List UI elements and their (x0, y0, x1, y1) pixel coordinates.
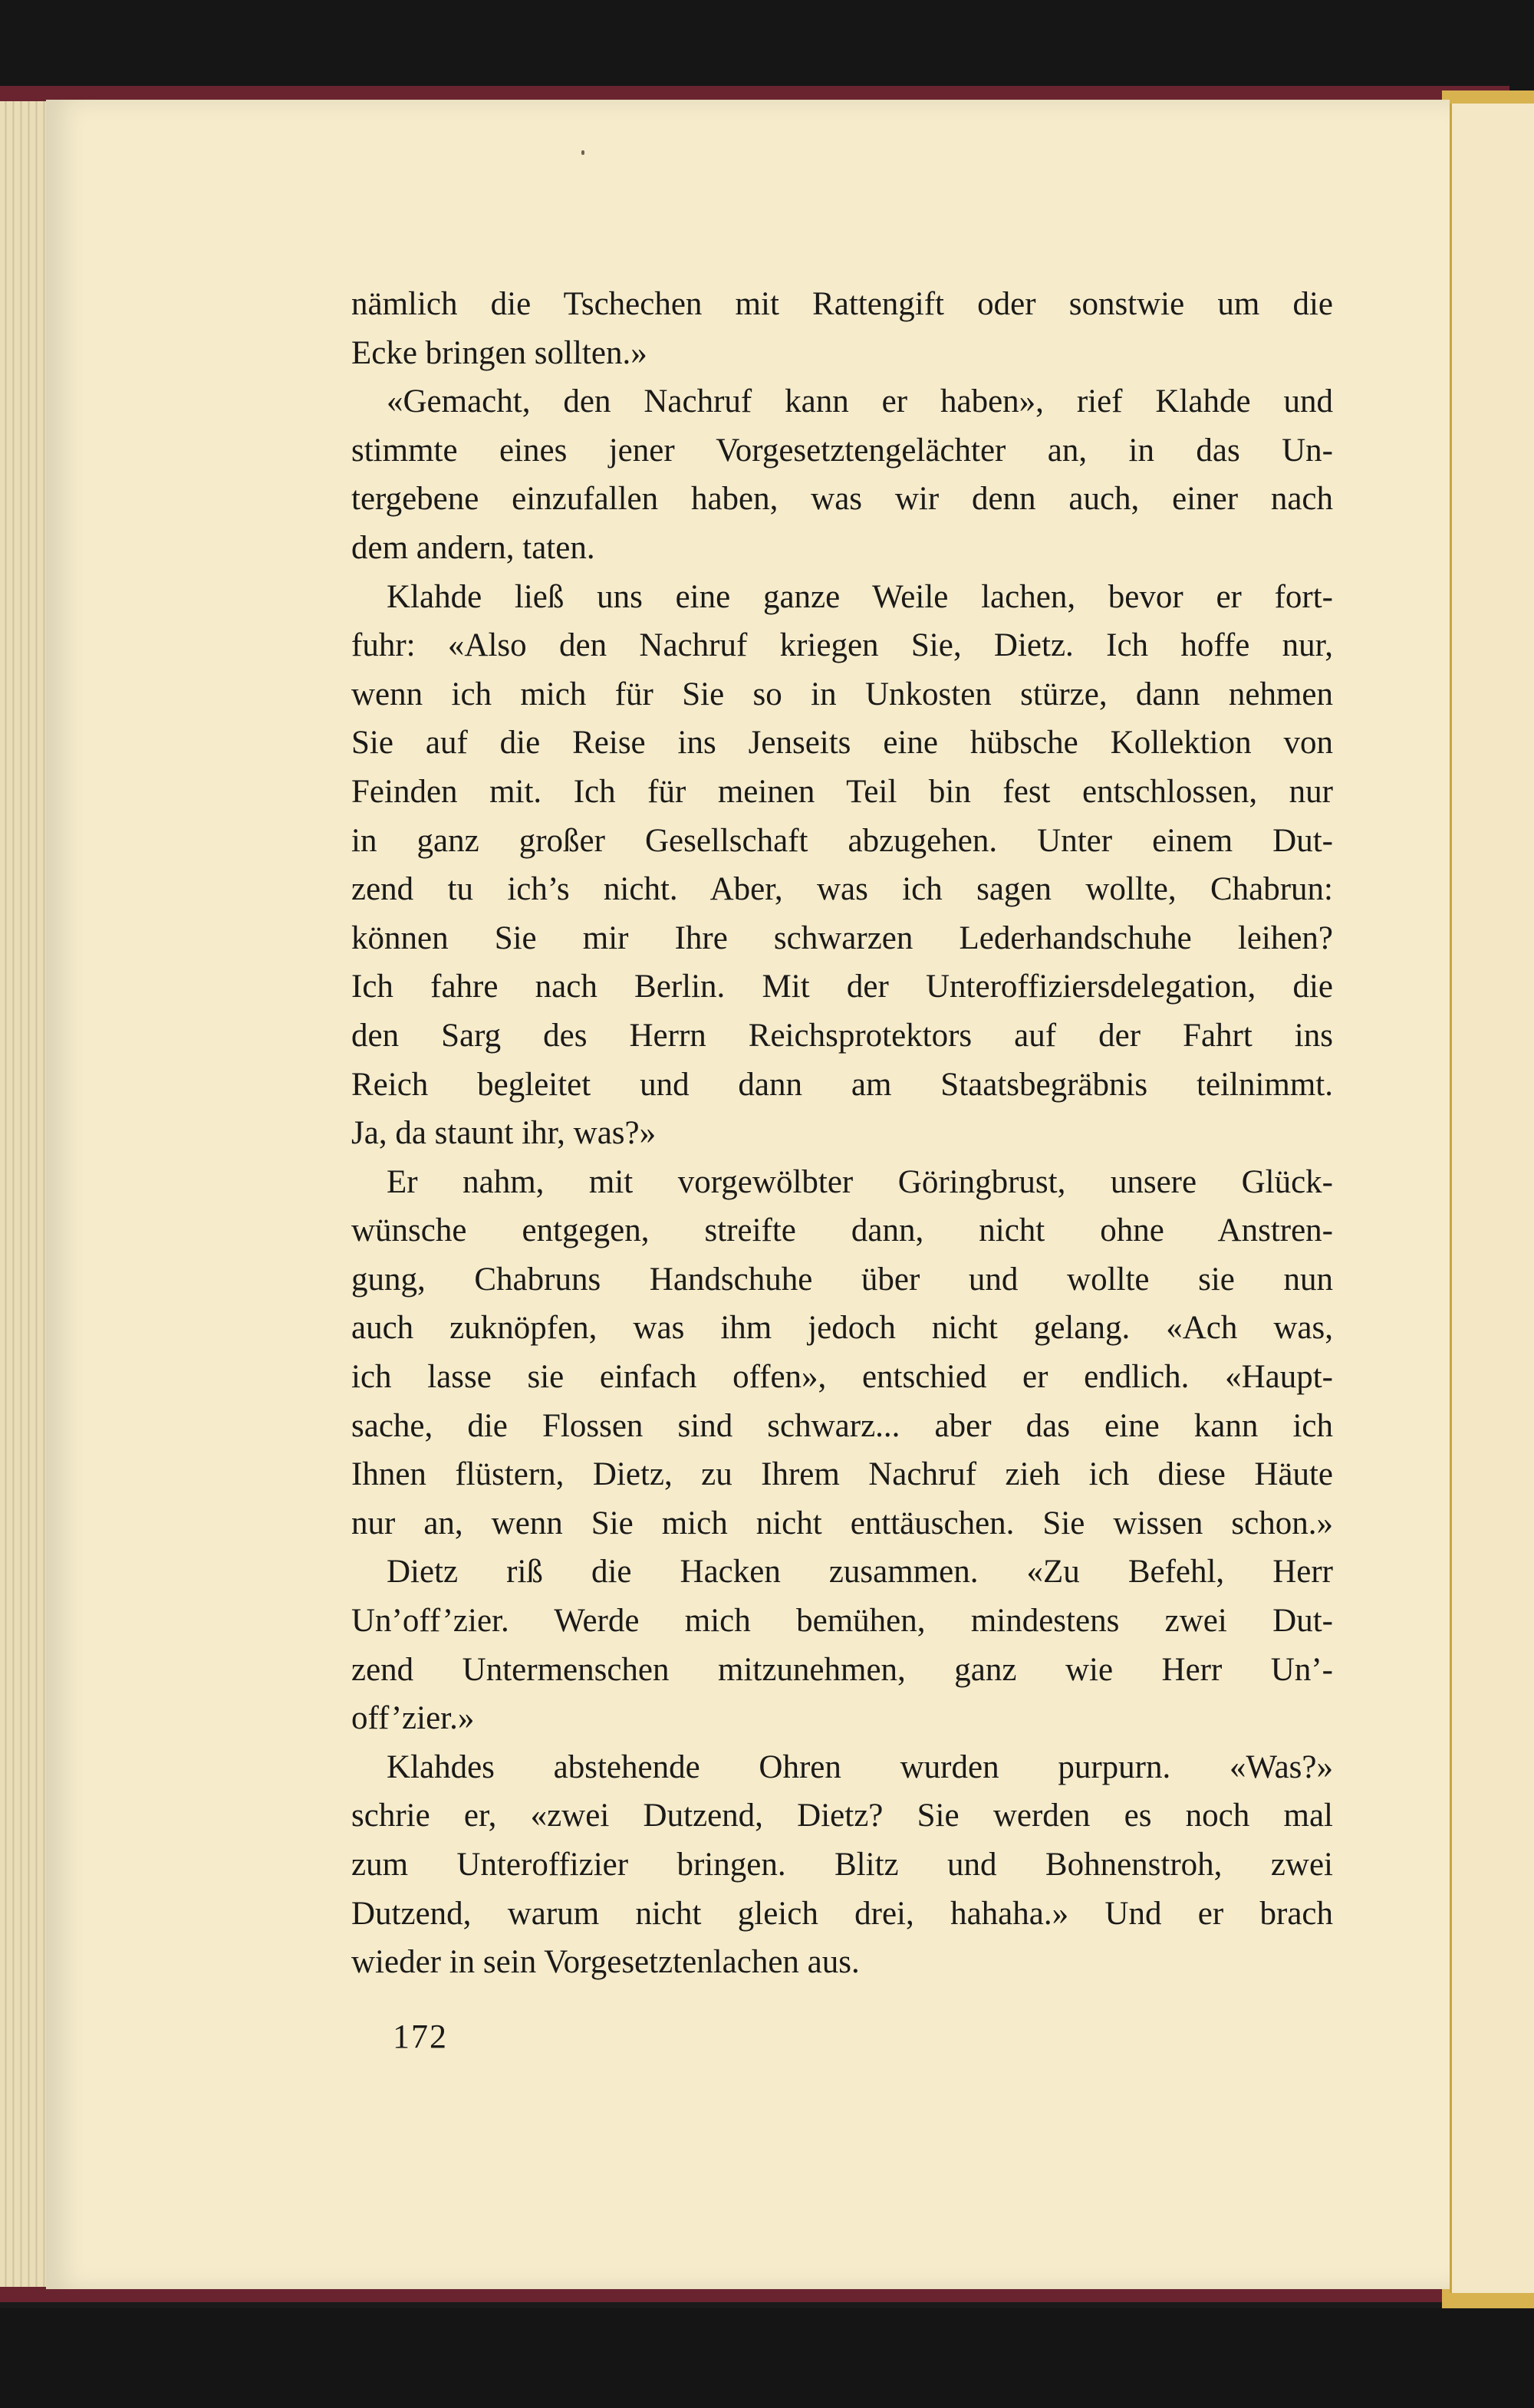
text-line: Reich begleitet und dann am Staatsbegräbnis teilnimmt. (351, 1066, 1333, 1103)
text-line: Ja, da staunt ihr, was?» (351, 1115, 657, 1152)
text-line: stimmte eines jener Vorgesetztengelächter an, in das Un- (351, 432, 1333, 469)
text-line: Klahdes abstehende Ohren wurden purpurn. «Was?» (387, 1748, 1333, 1785)
text-line: den Sarg des Herrn Reichsprotektors auf der Fahrt ins (351, 1017, 1333, 1054)
text-line: Dutzend, warum nicht gleich drei, hahaha.» Und er brach (351, 1895, 1333, 1932)
text-line: fuhr: «Also den Nachruf kriegen Sie, Dietz. Ich hoffe nur, (351, 627, 1333, 664)
page-number: 172 (393, 2018, 448, 2055)
text-line: zend tu ich’s nicht. Aber, was ich sagen wollte, Chabrun: (351, 871, 1333, 908)
text-line: dem andern, taten. (351, 529, 595, 566)
text-line: Sie auf die Reise ins Jenseits eine hübsche Kollektion von (351, 725, 1333, 762)
text-line: nur an, wenn Sie mich nicht enttäuschen. Sie wissen schon.» (351, 1505, 1333, 1541)
text-line: Un’off’zier. Werde mich bemühen, mindestens zwei Dut- (351, 1603, 1333, 1640)
text-line: wenn ich mich für Sie so in Unkosten stürze, dann nehmen (351, 676, 1333, 712)
text-line: zend Untermenschen mitzunehmen, ganz wie Herr Un’- (351, 1651, 1333, 1688)
text-line: tergebene einzufallen haben, was wir denn auch, einer nach (351, 481, 1333, 518)
text-line: off’zier.» (351, 1700, 475, 1737)
text-line: ich lasse sie einfach offen», entschied er endlich. «Haupt- (351, 1359, 1333, 1396)
text-line: Dietz riß die Hacken zusammen. «Zu Befehl, Herr (387, 1554, 1333, 1591)
text-line: Feinden mit. Ich für meinen Teil bin fest entschlossen, nur (351, 773, 1333, 810)
text-line: Ihnen flüstern, Dietz, zu Ihrem Nachruf zieh ich diese Häute (351, 1456, 1333, 1493)
text-line: in ganz großer Gesellschaft abzugehen. Unter einem Dut- (351, 822, 1333, 859)
text-line: wieder in sein Vorgesetztenlachen aus. (351, 1944, 860, 1981)
text-line: Ecke bringen sollten.» (351, 334, 647, 371)
scan-background-bottom (0, 2308, 1534, 2408)
text-line: können Sie mir Ihre schwarzen Lederhandschuhe leihen? (351, 919, 1333, 956)
text-line: sache, die Flossen sind schwarz... aber das eine kann ich (351, 1407, 1333, 1444)
text-line: wünsche entgegen, streifte dann, nicht ohne Anstren- (351, 1212, 1333, 1249)
text-line: Ich fahre nach Berlin. Mit der Unteroffiziersdelegation, die (351, 969, 1333, 1005)
paper-speck (581, 150, 584, 155)
text-line: auch zuknöpfen, was ihm jedoch nicht gelang. «Ach was, (351, 1310, 1333, 1347)
text-line: Klahde ließ uns eine ganze Weile lachen, bevor er fort- (387, 578, 1333, 615)
text-line: Er nahm, mit vorgewölbter Göringbrust, unsere Glück- (387, 1163, 1333, 1200)
text-line: nämlich die Tschechen mit Rattengift oder sonstwie um die (351, 286, 1333, 322)
body-text (351, 280, 1333, 1987)
facing-page-edge (1450, 104, 1534, 2293)
text-line: «Gemacht, den Nachruf kann er haben», rief Klahde und (387, 383, 1333, 420)
text-line: gung, Chabruns Handschuhe über und wollte sie nun (351, 1261, 1333, 1298)
text-line: zum Unteroffizier bringen. Blitz und Bohnenstroh, zwei (351, 1847, 1333, 1883)
scan-background-top (0, 0, 1534, 98)
text-line: schrie er, «zwei Dutzend, Dietz? Sie werden es noch mal (351, 1798, 1333, 1834)
